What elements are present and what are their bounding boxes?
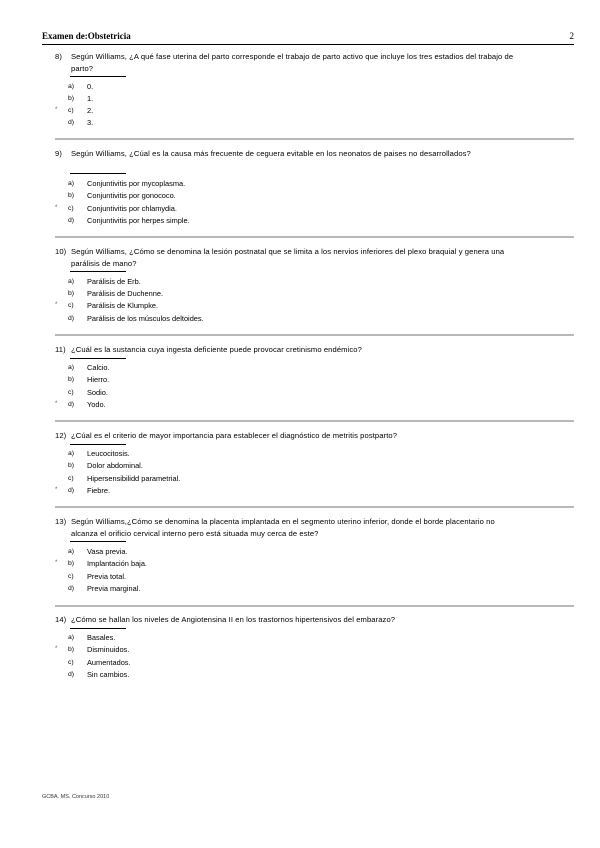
question-underline	[70, 173, 126, 174]
answer-mark: *	[55, 401, 58, 407]
option-text: Basales.	[87, 633, 116, 642]
option-letter: c)	[68, 659, 74, 666]
option-text: Aumentados.	[87, 658, 131, 667]
question-number: 9)	[55, 149, 62, 158]
page-number: 2	[569, 31, 574, 41]
option-letter: d)	[68, 585, 75, 592]
option-letter: d)	[68, 217, 75, 224]
option-letter: c)	[68, 389, 74, 396]
option-text: Conjuntivitis por herpes simple.	[87, 216, 190, 225]
answer-mark: *	[55, 302, 58, 308]
option-text: Conjuntivitis por mycoplasma.	[87, 179, 186, 188]
option-text: Leucocitosis.	[87, 449, 130, 458]
option-letter: d)	[68, 487, 75, 494]
option-text: Parálisis de Klumpke.	[87, 301, 159, 310]
question-separator	[55, 334, 574, 336]
option-letter: b)	[68, 560, 75, 567]
question-text: ¿Cómo se hallan los niveles de Angiotensina II en los trastornos hipertensivos del embarazo?	[71, 615, 396, 624]
option-letter: d)	[68, 119, 75, 126]
option-text: Parálisis de Erb.	[87, 277, 141, 286]
question-separator	[55, 605, 574, 607]
question-number: 11)	[55, 345, 66, 354]
option-text: 0.	[87, 82, 94, 91]
question-underline	[70, 444, 126, 445]
question-number: 14)	[55, 615, 67, 624]
option-text: Hipersensibilidd parametrial.	[87, 474, 181, 483]
option-text: Conjuntivitis por chlamydia.	[87, 204, 177, 213]
question-separator	[55, 236, 574, 238]
question-12	[55, 430, 515, 442]
option-letter: a)	[68, 364, 75, 371]
option-text: 3.	[87, 118, 94, 127]
option-text: Previa marginal.	[87, 584, 141, 593]
option-text: Yodo.	[87, 400, 106, 409]
option-text: Implantación baja.	[87, 559, 147, 568]
question-text: ¿Cuál es la sustancia cuya ingesta deficiente puede provocar cretinismo endémico?	[71, 345, 362, 354]
option-text: Calcio.	[87, 363, 110, 372]
option-text: Sodio.	[87, 388, 108, 397]
question-separator	[55, 138, 574, 140]
option-letter: d)	[68, 315, 75, 322]
option-letter: b)	[68, 646, 75, 653]
option-letter: a)	[68, 548, 75, 555]
option-letter: d)	[68, 671, 75, 678]
option-letter: b)	[68, 290, 75, 297]
option-letter: a)	[68, 278, 75, 285]
option-letter: a)	[68, 180, 75, 187]
option-text: 2.	[87, 106, 94, 115]
question-number: 13)	[55, 517, 67, 526]
option-letter: a)	[68, 83, 75, 90]
question-underline	[70, 271, 126, 272]
option-letter: c)	[68, 205, 74, 212]
option-letter: b)	[68, 462, 75, 469]
question-text: Según Williams,¿Cómo se denomina la placenta implantada en el segmento uterino inferior, donde el borde placentario no alcanza el orificio cervical interno pero está situada muy cerca de este?	[71, 517, 495, 538]
option-text: Parálisis de los músculos deltoides.	[87, 314, 204, 323]
question-text: Según Williams, ¿Cúal es la causa más frecuente de ceguera evitable en los neonatos de paises no desarrollados?	[71, 149, 471, 158]
header-rule	[42, 44, 574, 45]
question-number: 8)	[55, 52, 62, 61]
question-10	[55, 246, 515, 269]
option-text: Fiebre.	[87, 486, 111, 495]
option-text: Hierro.	[87, 375, 110, 384]
question-9	[55, 148, 515, 160]
question-separator	[55, 420, 574, 422]
option-text: Previa total.	[87, 572, 127, 581]
option-text: Conjuntivitis por gonococo.	[87, 191, 176, 200]
option-letter: c)	[68, 107, 74, 114]
question-underline	[70, 541, 126, 542]
question-text: ¿Cúal es el criterio de mayor importancia para establecer el diagnóstico de metritis postparto?	[71, 431, 398, 440]
answer-mark: *	[55, 107, 58, 113]
answer-mark: *	[55, 487, 58, 493]
question-underline	[70, 358, 126, 359]
option-letter: b)	[68, 95, 75, 102]
option-letter: a)	[68, 634, 75, 641]
option-text: Disminuidos.	[87, 645, 130, 654]
option-letter: b)	[68, 376, 75, 383]
option-letter: c)	[68, 302, 74, 309]
option-text: Dolor abdominal.	[87, 461, 143, 470]
option-text: Vasa previa.	[87, 547, 128, 556]
question-11	[55, 344, 515, 356]
option-text: Parálisis de Duchenne.	[87, 289, 164, 298]
question-text: Según Williams, ¿A qué fase uterina del parto corresponde el trabajo de parto activo que incluye los tres estadios del trabajo de parto?	[71, 52, 514, 73]
question-8	[55, 51, 515, 74]
question-separator	[55, 506, 574, 508]
question-14	[55, 614, 515, 626]
option-letter: d)	[68, 401, 75, 408]
option-letter: c)	[68, 573, 74, 580]
answer-mark: *	[55, 205, 58, 211]
question-number: 10)	[55, 247, 67, 256]
option-letter: c)	[68, 475, 74, 482]
option-letter: b)	[68, 192, 75, 199]
option-text: Sin cambios.	[87, 670, 130, 679]
question-underline	[70, 76, 126, 77]
question-text: Según Williams, ¿Cómo se denomina la lesión postnatal que se limita a los nervios inferiores del plexo braquial y genera una parálisis de mano?	[71, 247, 505, 268]
answer-mark: *	[55, 646, 58, 652]
question-underline	[70, 628, 126, 629]
exam-title: Examen de:Obstetricia	[42, 31, 131, 41]
question-number: 12)	[55, 431, 67, 440]
question-13	[55, 516, 515, 539]
option-letter: a)	[68, 450, 75, 457]
page-header	[42, 31, 574, 45]
option-text: 1.	[87, 94, 94, 103]
answer-mark: *	[55, 560, 58, 566]
page-footer: GCBA. MS. Concurso 2010	[42, 794, 110, 800]
